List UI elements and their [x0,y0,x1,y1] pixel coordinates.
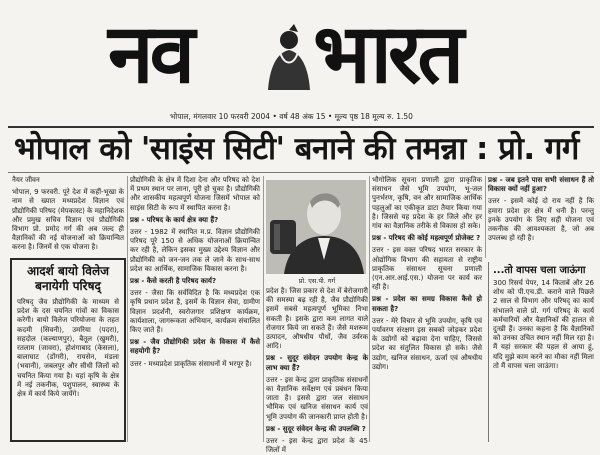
paragraph: उत्तर - इस केन्द्र द्वारा प्रदेश के 45 जिलों में [266,437,368,455]
question: प्रश्न - परिषद की कोई महत्वपूर्ण प्रोजेक्ट ? [372,234,481,243]
article-column-2 [130,176,260,440]
paragraph: उत्तर - 1982 में स्थापित म.प्र. विज्ञान प्रौद्योगिकी परिषद पूरे 150 से अधिक योजनाओं क्रियान्वित कर रही है, लेकिन इसका मुख्य उद्देश्य विज्ञान और प्रौद्योगिकी को जन-जन तक ले जाने के साथ-साथ प्रदेश का आर्थिक, सामाजिक विकास करना है। [130,228,260,273]
masthead-emblem-icon [258,22,320,92]
paragraph: उत्तर - मध्यप्रदेश प्राकृतिक संसाधनों में भरपूर है। [130,359,252,368]
column-divider [127,176,128,442]
question: प्रश्न - सुदूर संवेदन केन्द्र की उपलब्धि ? [266,424,366,433]
question: प्रश्न - प्रदेश का समग्र विकास कैसे हो सकता है? [372,295,482,313]
go-back-body: 300 रिसर्च पेपर, 14 किताबें और 26 शोध को पी.एच.डी. कराने वाले पिछले 2 साल से विभाग और परिषद् का कार्य संभालने वाले प्रो. गर्ग परिषद् के कार्य कर्मचारियों और वैज्ञानिकों की हालत से दुःखी हैं। उनका कहना है कि वैज्ञानिकों को उनका उचित स्थान नहीं मिल रहा है। मैं यहां सरकार की पहल से आया हूं, यदि मुझे काम करने का मौका नहीं मिला तो मैं वापस चला जाऊंगा। [493,279,594,370]
column-divider [263,176,264,442]
column-divider [485,176,486,258]
question: प्रश्न - जैव प्रौद्योगिकी प्रदेश के विकास में कैसे सहयोगी है? [130,338,260,356]
emblem-caption: जय हे [294,82,305,88]
portrait-icon [266,180,366,274]
paragraph: उत्तर - मेरे विचार से भूमि उपयोग, कृषि एवं पर्यावरण संरक्षण इस सबको जोड़कर प्रदेश के उद्योगों को बढ़ावा देना चाहिए, जिससे प्रदेश का संतुलित विकास हो सके। जैसे उद्योग, खनिज संसाधन, ऊर्जा एवं औषधीय उद्योग। [372,316,482,371]
byline: नैयर जीवन [12,176,40,184]
paragraph: उत्तर - जैसा कि सर्वविदित है कि मध्यप्रदेश एक कृषि प्रधान प्रदेश है, इसमें के विज्ञान सेवा, ग्रामीण विज्ञान प्रदर्शनी, स्वरोजगार प्रशिक्षण कार्यक्रम, कार्यशाला, जागरूकता अभियान, कार्यक्रम संचालित किए जाते हैं। [130,289,260,335]
question: प्रश्न - परिषद के कार्य क्षेत्र क्या हैं? [130,215,219,224]
photo-caption: प्रो. एस.पी. गर्ग [298,277,336,285]
bio-village-title: आदर्श बायो विलेज बनायेगी परिषद् [27,264,109,293]
column-divider [369,176,370,442]
question: प्रश्न - सुदूर संवेदन उपयोग केन्द्र के लाभ क्या हैं? [266,354,368,372]
masthead-word-left: नव [108,7,192,102]
portrait-photo [266,180,366,274]
paragraph: भोपाल, 9 फरवरी. पूरे देश में कहीं-भूखा के नाम से ख्यात मध्यप्रदेश विज्ञान एवं प्रौद्योगिकी परिषद (मेपकास्ट) के महानिदेशक और प्रमुख सचिव विज्ञान एवं प्रौद्योगिकी विभाग प्रो. प्रमोद गर्ग की अब जल्द ही वैज्ञानिकों की नई योजनाओं को क्रियान्वित करना है। जिनमें से एक योजना है। [12,188,124,252]
bio-village-box [10,258,126,442]
article-column-4 [372,176,482,442]
article-column-1 [12,176,124,254]
paragraph: उत्तर - इस केन्द्र द्वारा प्राकृतिक संसाधनों का वैज्ञानिक सर्वेक्षण एवं प्रबंधन किया जाता है। इससे द्वारा जल संसाधन भौमिक एवं खनिज संसाधन कार्य एवं भूमि उपयोग की जानकारी प्राप्त होती है। [266,375,368,421]
paragraph: भौगोलिक सूचना प्रणाली द्वारा प्राकृतिक संसाधन जैसे भूमि उपयोग, भू-जल पुनर्भरण, कृषि, वन और सामाजिक आर्थिक पहलुओं का एकीकृत डाटा तैयार किया गया है। जिससे यह प्रदेश के हर जिले और हर गांव का वैज्ञानिक तरीके से विकास हो सके। [372,176,482,231]
article-column-3 [266,287,368,455]
paragraph: उत्तर - इसमें कोई दो राय नहीं है कि हमारा प्रदेश हर क्षेत्र में धनी है। परन्तु इनके उपयोग के लिए सही योजना एवं तकनीक की आवश्यकता है, जो अब उपलब्ध हो रही है। [488,197,594,243]
dateline: भोपाल, मंगलवार 10 फरवरी 2004 • वर्ष 48 अंक 15 • मूल्य पृष्ठ 18 मूल्य रु. 1.50 [170,112,413,121]
masthead-word-right: भारत [313,7,461,102]
paragraph: प्रदेश है। जिस प्रकार से देश में बेरोजगारी की समस्या बढ़ रही है, जैव प्रौद्योगिकी इसमें सबसे महत्वपूर्ण भूमिका निभा सकती है। इसके द्वारा कम लागत वाले रोजगार किये जा सकते हैं। जैसे मशरूम उत्पादन, औषधीय पौधों, जैव उर्वरक आदि। [266,287,368,351]
masthead-rule [8,126,594,128]
bio-village-body: परिषद् जैव प्रौद्योगिकी के माध्यम से प्रदेश के दस चयनित गांवों का विकास करेगी। बायो विलेज परियोजना के तहत कदमी (सिवनी), उमरिया (पदरा), सहदोल (कल्याणपुर), बैतूल (खुमरी), रतलाम (जावरा), होशंगाबाद (केसला), बालाघाट (डोंगरी), रायसेन, मंडला (भवानी), जबलपुर और सीधी जिलों को चयनित किया गया है। यहां कृषि के क्षेत्र में नई तकनीक, पशुपालन, स्वास्थ्य के क्षेत्र में कार्य किये जायेंगे। [17,298,119,399]
headline: भोपाल को 'साइंस सिटी' बनाने की तमन्ना : प्रो. गर्ग [14,131,579,167]
paragraph: प्रौद्योगिकी के क्षेत्र में दिशा देना और परिषद को देश में प्रथम स्थान पर लाना, पूरी हो चुका है। प्रौद्योगिकी और शासकीय महत्वपूर्ण योजना जिसमें भोपाल को साइंस सिटी के रूप में स्थापित करना है। [130,176,260,212]
article-column-5 [488,176,594,258]
paragraph: उत्तर - इस वक्त परिषद भारत सरकार के ओद्योगिक विभाग की सहायता से राष्ट्रीय प्राकृतिक संसाधन सूचना प्रणाली (एन.आर.आई.एस.) योजना पर कार्य कर रही है। [372,246,482,292]
masthead [108,2,498,102]
question: प्रश्न - कैसे करती है परिषद कार्य? [130,277,217,286]
go-back-box [488,262,594,442]
go-back-title: ...तो वापस चला जाऊंगा [493,265,586,276]
headline-rule [8,172,594,173]
question: प्रश्न - जब इतने पास सभी संसाधन हैं तो विकास क्यों नहीं हुआ? [488,176,594,194]
